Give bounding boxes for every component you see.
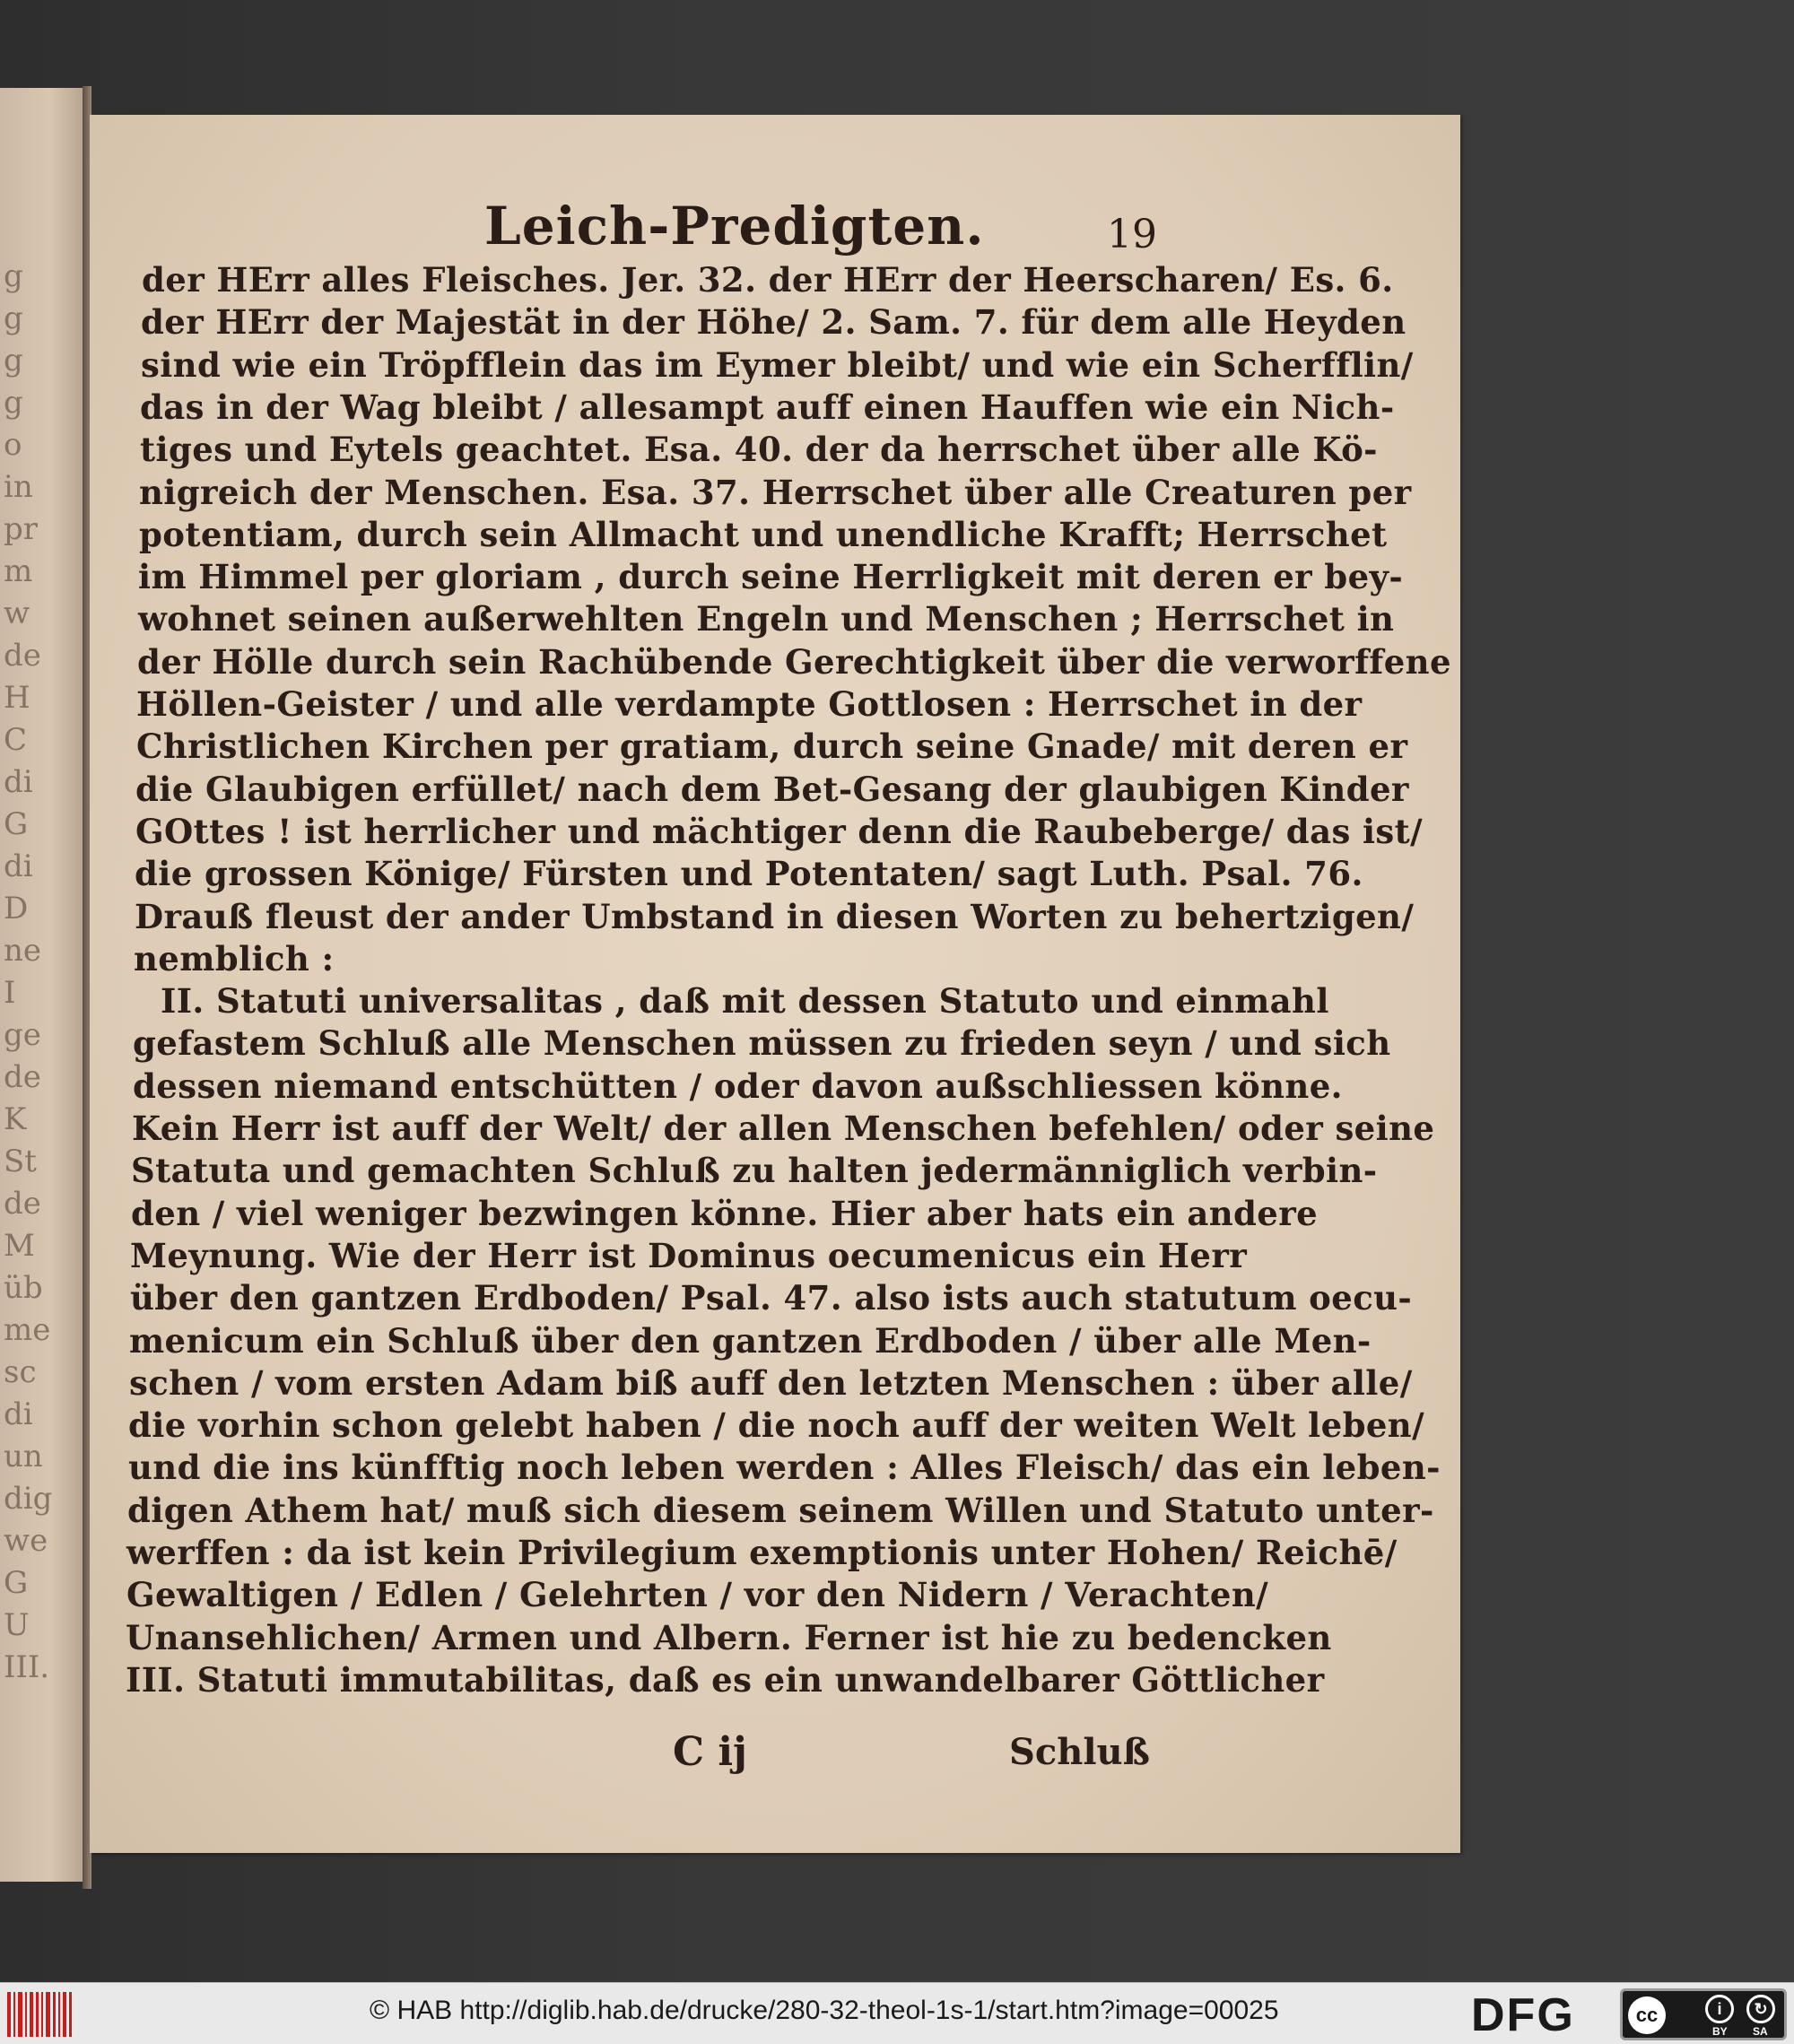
left-page-fragment: ge bbox=[4, 1017, 41, 1053]
text-line: werffen : da ist kein Privilegium exemptionis unter Hohen/ Reichē/ bbox=[126, 1533, 1398, 1572]
text-line: GOttes ! ist herrlicher und mächtiger denn die Raubeberge/ das ist/ bbox=[135, 812, 1424, 851]
text-line: wohnet seinen außerwehlten Engeln und Menschen ; Herrschet in bbox=[138, 599, 1395, 639]
left-page-fragment: g bbox=[4, 343, 23, 378]
left-page-fragment: di bbox=[4, 764, 33, 800]
text-line: die grossen Könige/ Fürsten und Potentaten/ sagt Luth. Psal. 76. bbox=[135, 854, 1363, 893]
left-page-fragment: g bbox=[4, 300, 23, 336]
running-head: Leich-Predigten. bbox=[484, 196, 985, 257]
left-page-fragment: o bbox=[4, 427, 22, 463]
left-page-fragment: me bbox=[4, 1312, 51, 1348]
text-line: Kein Herr ist auff der Welt/ der allen Menschen befehlen/ oder seine bbox=[132, 1109, 1435, 1148]
left-page-fragment: ne bbox=[4, 933, 42, 969]
left-page-fragment: G bbox=[4, 1565, 29, 1601]
text-line: potentiam, durch sein Allmacht und unendliche Krafft; Herrschet bbox=[139, 515, 1388, 554]
left-page-fragment: I bbox=[4, 975, 16, 1011]
text-line: die vorhin schon gelebt haben / die noch auff der weiten Welt leben/ bbox=[128, 1405, 1424, 1445]
left-page-fragment: D bbox=[4, 891, 29, 926]
text-line: sind wie ein Tröpfflein das im Eymer bleibt/ und wie ein Scherfflin/ bbox=[141, 345, 1414, 385]
left-page-fragment: un bbox=[4, 1439, 43, 1474]
text-line: gefastem Schluß alle Menschen müssen zu frieden seyn / und sich bbox=[133, 1023, 1391, 1063]
text-line: die Glaubigen erfüllet/ nach dem Bet-Gesang der glaubigen Kinder bbox=[135, 770, 1409, 809]
left-page-fragment: K bbox=[4, 1101, 27, 1137]
sa-label: SA bbox=[1753, 2025, 1768, 2038]
left-page-fragment: de bbox=[4, 1059, 41, 1095]
left-page-fragment: w bbox=[4, 596, 30, 631]
text-line: das in der Wag bleibt / allesampt auff einen Hauffen wie ein Nich- bbox=[140, 387, 1395, 427]
text-line: und die ins künfftig noch leben werden : Alles Fleisch/ das ein leben- bbox=[128, 1448, 1441, 1487]
share-alike-icon: ↻ bbox=[1746, 1995, 1775, 2023]
left-page-fragment: G bbox=[4, 806, 29, 842]
text-line: der Hölle durch sein Rachübende Gerechtigkeit über die verworffene bbox=[137, 642, 1451, 682]
text-line: nigreich der Menschen. Esa. 37. Herrschet über alle Creaturen per bbox=[139, 473, 1412, 512]
text-line: menicum ein Schluß über den gantzen Erdboden / über alle Men- bbox=[129, 1321, 1372, 1361]
text-line: der HErr der Majestät in der Höhe/ 2. Sam. 7. für dem alle Heyden bbox=[141, 302, 1406, 342]
left-page-fragment: sc bbox=[4, 1354, 37, 1390]
book-page bbox=[90, 115, 1460, 1853]
attribution-icon: i bbox=[1705, 1995, 1734, 2023]
signature-mark: C ij bbox=[673, 1729, 747, 1775]
left-page-fragment: in bbox=[4, 469, 33, 505]
by-label: BY bbox=[1712, 2025, 1728, 2038]
text-line: digen Athem hat/ muß sich diesem seinem Willen und Statuto unter- bbox=[127, 1491, 1434, 1530]
text-line: über den gantzen Erdboden/ Psal. 47. also ists auch statutum oecu- bbox=[130, 1278, 1413, 1318]
text-block bbox=[90, 115, 1460, 1853]
source-url[interactable]: © HAB http://diglib.hab.de/drucke/280-32-theol-1s-1/start.htm?image=00025 bbox=[370, 1996, 1279, 2025]
left-page-fragment: g bbox=[4, 385, 23, 421]
left-page-fragment: M bbox=[4, 1228, 35, 1264]
left-page-fragment: üb bbox=[4, 1270, 43, 1306]
dfg-logo: DFG bbox=[1471, 1989, 1575, 2041]
text-line: der HErr alles Fleisches. Jer. 32. der HErr der Heerscharen/ Es. 6. bbox=[142, 260, 1394, 300]
text-line: schen / vom ersten Adam biß auff den letzten Menschen : über alle/ bbox=[129, 1363, 1413, 1403]
text-line: im Himmel per gloriam , durch seine Herrligkeit mit deren er bey- bbox=[138, 557, 1404, 596]
text-line: dessen niemand entschütten / oder davon außschliessen könne. bbox=[133, 1066, 1343, 1106]
left-page-fragment: III. bbox=[4, 1649, 50, 1685]
left-page-fragment: de bbox=[4, 638, 41, 674]
cc-license-badge[interactable] bbox=[1620, 1988, 1787, 2040]
left-page-fragment: dig bbox=[4, 1481, 53, 1517]
text-line: Höllen-Geister / und alle verdampte Gottlosen : Herrschet in der bbox=[136, 684, 1363, 724]
left-page-fragment: we bbox=[4, 1523, 48, 1559]
left-page-fragment: g bbox=[4, 258, 23, 294]
text-line: tiges und Eytels geachtet. Esa. 40. der da herrschet über alle Kö- bbox=[140, 430, 1378, 469]
left-page-fragment: C bbox=[4, 722, 28, 758]
text-line: II. Statuti universalitas , daß mit dessen Statuto und einmahl bbox=[161, 981, 1329, 1021]
cc-icon: cc bbox=[1628, 1996, 1666, 2034]
catchword: Schluß bbox=[1009, 1731, 1150, 1773]
text-line: Gewaltigen / Edlen / Gelehrten / vor den Nidern / Verachten/ bbox=[126, 1575, 1269, 1614]
left-page-fragment: H bbox=[4, 680, 30, 716]
left-page-fragment: de bbox=[4, 1186, 41, 1222]
left-page-fragment: di bbox=[4, 1396, 33, 1432]
text-line: den / viel weniger bezwingen könne. Hier aber hats ein andere bbox=[131, 1194, 1319, 1233]
text-line: III. Statuti immutabilitas, daß es ein unwandelbarer Göttlicher bbox=[126, 1660, 1325, 1700]
left-page-fragment: di bbox=[4, 848, 33, 884]
left-page-fragment: pr bbox=[4, 511, 39, 547]
text-line: nemblich : bbox=[134, 939, 335, 979]
text-line: Statuta und gemachten Schluß zu halten jedermänniglich verbin- bbox=[131, 1151, 1378, 1190]
text-line: Drauß fleust der ander Umbstand in diesen Worten zu behertzigen/ bbox=[135, 897, 1415, 936]
barcode-icon bbox=[7, 1992, 75, 2037]
left-page-edge bbox=[0, 88, 83, 1882]
text-line: Christlichen Kirchen per gratiam, durch seine Gnade/ mit deren er bbox=[136, 726, 1408, 766]
page-number: 19 bbox=[1107, 212, 1157, 257]
left-page-fragment: U bbox=[4, 1607, 30, 1643]
text-line: Meynung. Wie der Herr ist Dominus oecumenicus ein Herr bbox=[130, 1236, 1248, 1275]
left-page-fragment: m bbox=[4, 553, 33, 589]
left-page-fragment: St bbox=[4, 1144, 37, 1179]
footer-bar bbox=[0, 1982, 1794, 2044]
text-line: Unansehlichen/ Armen und Albern. Ferner ist hie zu bedencken bbox=[126, 1618, 1332, 1657]
